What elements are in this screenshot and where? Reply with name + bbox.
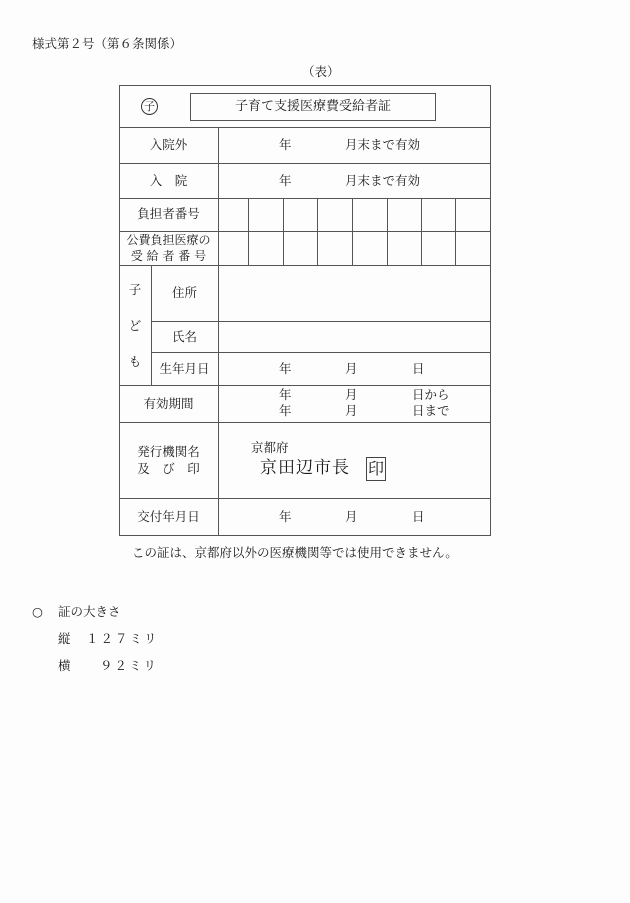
child-group-char: も <box>128 354 142 369</box>
payer-number-cells[interactable] <box>219 199 489 230</box>
bullet-icon: ○ <box>32 604 43 619</box>
payer-number-label: 負担者番号 <box>137 206 200 221</box>
validity-to-year[interactable]: 年 <box>279 403 292 418</box>
divider <box>151 352 490 353</box>
child-badge-icon: 子 <box>141 98 158 115</box>
birthdate-label: 生年月日 <box>159 361 210 376</box>
recipient-number-label-line1: 公費負担医療の <box>126 233 211 247</box>
outpatient-label: 入院外 <box>149 137 188 152</box>
issuer-label-line2: 及 び 印 <box>137 461 200 476</box>
recipient-number-cells[interactable] <box>219 232 489 264</box>
height-label: 縦 <box>58 631 71 646</box>
child-group-char: 子 <box>128 282 142 297</box>
usage-note: この証は、京都府以外の医療機関等では使用できません。 <box>132 545 458 560</box>
side-label: （表） <box>302 64 340 79</box>
issue-date-day[interactable]: 日 <box>412 509 425 524</box>
size-heading: 証の大きさ <box>58 604 121 619</box>
issue-date-year[interactable]: 年 <box>279 509 292 524</box>
height-value: １２７ミリ <box>86 631 159 646</box>
inpatient-month[interactable]: 月末まで有効 <box>345 173 421 188</box>
seal-stamp: 印 <box>366 457 386 481</box>
width-value: ９２ミリ <box>100 658 159 673</box>
inpatient-label: 入 院 <box>149 173 188 188</box>
issue-date-label: 交付年月日 <box>137 509 200 524</box>
recipient-number-label-line2: 受 給 者 番 号 <box>130 249 207 263</box>
divider <box>119 163 490 164</box>
form-number: 様式第２号（第６条関係） <box>32 36 183 51</box>
certificate-title: 子育て支援医療費受給者証 <box>190 93 436 121</box>
address-field[interactable] <box>219 266 489 321</box>
divider <box>119 385 490 386</box>
divider <box>119 498 490 499</box>
outpatient-month[interactable]: 月末まで有効 <box>345 137 421 152</box>
divider <box>119 422 490 423</box>
outpatient-year[interactable]: 年 <box>279 137 292 152</box>
birthdate-day[interactable]: 日 <box>412 361 425 376</box>
name-label: 氏名 <box>171 329 197 344</box>
issuer-label-line1: 発行機関名 <box>137 444 200 459</box>
validity-from-year[interactable]: 年 <box>279 387 292 402</box>
issuer-prefecture: 京都府 <box>251 440 289 455</box>
validity-to-day[interactable]: 日まで <box>412 403 450 418</box>
validity-label: 有効期間 <box>143 396 194 411</box>
name-field[interactable] <box>219 322 489 352</box>
address-label: 住所 <box>171 285 197 300</box>
divider <box>119 127 490 128</box>
width-label: 横 <box>58 658 71 673</box>
birthdate-year[interactable]: 年 <box>279 361 292 376</box>
validity-to-month[interactable]: 月 <box>345 403 358 418</box>
issue-date-month[interactable]: 月 <box>345 509 358 524</box>
issuer-name: 京田辺市長 <box>260 458 350 478</box>
validity-from-day[interactable]: 日から <box>412 387 450 402</box>
inpatient-year[interactable]: 年 <box>279 173 292 188</box>
birthdate-month[interactable]: 月 <box>345 361 358 376</box>
validity-from-month[interactable]: 月 <box>345 387 358 402</box>
child-group-char: ど <box>128 318 142 333</box>
